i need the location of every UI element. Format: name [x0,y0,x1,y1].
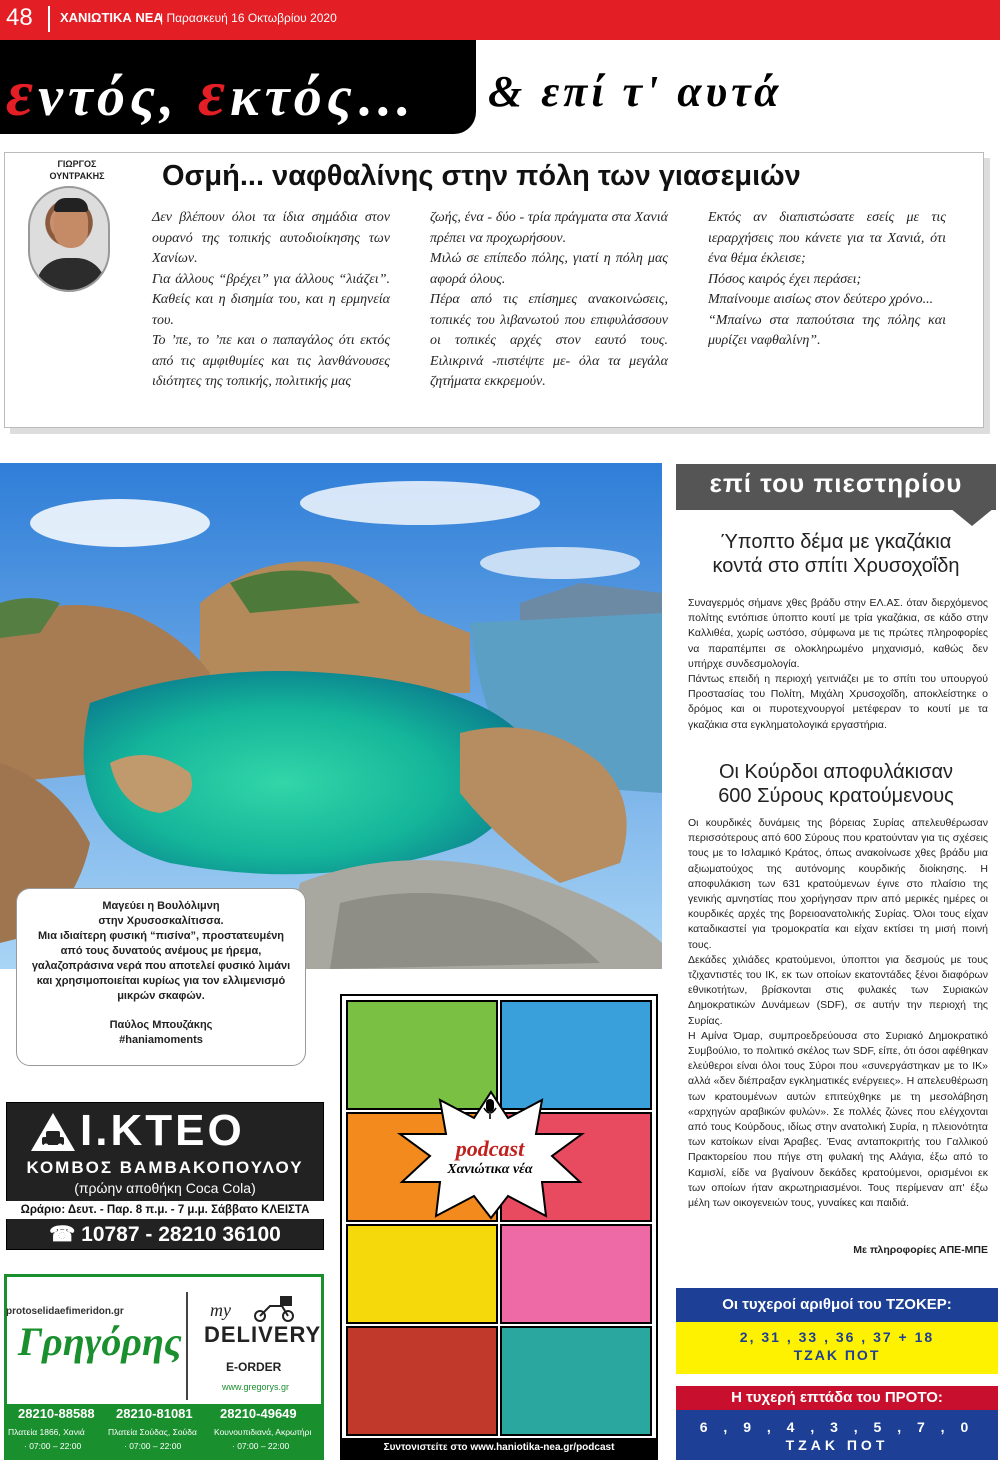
story-paragraph: Δεκάδες χιλιάδες κρατούμενοι, ύποπτοι για δεσμούς με τους τζιχαντιστές του ΙΚ, εκ των οποίων εκατοντάδες ξένοι διαφόρων εθνικοτήτων, βρίσκονται στις φυλακές των Συριακών Δημοκρατικών Δυνάμεων (SDF), σε αυτήν την περιοχή της Συρίας. [688,953,988,1027]
ad-divider [186,1292,188,1400]
section-header-notch [950,508,994,526]
proto-jackpot: ΤΖΑΚ ΠΟΤ [785,1437,889,1453]
store-address: Πλατεία Σούδας, Σούδα [108,1427,197,1437]
author-photo-hair [54,198,88,212]
headline-line: κοντά στο σπίτι Χρυσοχοΐδη [712,555,960,577]
title-initial-1: ε [6,57,39,130]
store-phone: 28210-49649 [220,1406,297,1421]
cloud [300,481,540,525]
opinion-paragraph: Το ’πε, το ’πε και ο παπαγάλος ότι εκτός από τις αμφιθυμίες και τις λανθάνουσες ιδιότητες της τοπικής, πολιτικής μας [152,333,390,389]
column-title-rest: & επί τ' αυτά [488,67,783,116]
opinion-column-3 [708,208,946,352]
story-1-headline [678,530,994,578]
opinion-paragraph: Πόσος καιρός έχει περάσει; [708,271,862,287]
podcast-panel [500,1326,652,1436]
story-paragraph: Συναγερμός σήμανε χθες βράδυ στην ΕΛ.ΑΣ. όταν διερχόμενος πολίτης εντόπισε ύποπτο κουτί με τρία γκαζάκια, σε κάδο στην Καλλιθέα, χωρίς ωστόσο, σύμφωνα με τις πρώτες πληροφορίες να παραπέμπει σε ολοκληρωμένο μηχανισμό, καθώς δεν υπήρχε συνδεσμολογία. [688,597,988,670]
proto-numbers: 6 , 9 , 4 , 3 , 5 , 7 , 0 [699,1419,975,1435]
story-2-headline [678,760,994,808]
store-address: Πλατεία 1866, Χανιά [8,1427,85,1437]
store-phone: 28210-81081 [116,1406,193,1421]
column-title [6,56,418,132]
store-address: Κουνουπιδιανά, Ακρωτήρι [214,1427,312,1437]
story-2-body [688,816,988,1211]
opinion-paragraph: Πέρα από τις επίσημες ανακοινώσεις, τοπικές του λιβανωτού που επιφυλάσσουν οι τοπικές αρχές στον εαυτό τους. Ειλικρινά -πιστέψτε με- όλα τα μεγάλα ζητήματα εκκρεμούν. [430,292,668,389]
opinion-paragraph: ζωής, ένα - δύο - τρία πράγματα στα Χανιά πρέπει να προχωρήσουν. [430,210,668,246]
joker-results [676,1322,998,1374]
photo-hashtag: #haniamoments [119,1034,203,1046]
title-word-2: κτός… [230,66,418,128]
kteo-location: ΚΟΜΒΟΣ ΒΑΜΒΑΚΟΠΟΥΛΟΥ [26,1158,304,1177]
store-hours: · 07:00 – 22:00 [232,1441,290,1451]
store-hours: · 07:00 – 22:00 [124,1441,182,1451]
caption-line: Μαγεύει η Βουλόλιμνη [102,900,220,912]
kteo-title: Ι.ΚΤΕΟ [80,1106,245,1155]
delivery-my: my [210,1300,231,1320]
headline-line: Οι Κούρδοι αποφυλάκισαν [718,761,954,783]
author-name [22,158,132,182]
car-warning-icon [30,1112,76,1152]
podcast-panel [346,1326,498,1436]
title-initial-2: ε [197,57,231,130]
opinion-paragraph: Μιλώ σε επίπεδο πόλης, γιατί η πόλη μας αφορά όλους. [430,251,668,287]
author-first-name: ΓΙΩΡΓΟΣ [57,159,97,169]
section-title: επί του πιεστηρίου [709,468,963,498]
headline-line: Ύποπτο δέμα με γκαζάκια [720,531,952,553]
story-1-body [688,596,988,733]
watermark-url: protoselidaefimeridon.gr [6,1306,124,1317]
podcast-word: podcast [455,1136,525,1161]
opinion-column-2 [430,208,668,393]
opinion-headline: Οσμή... ναφθαλίνης στην πόλη των γιασεμιών [162,160,801,192]
store-hours: · 07:00 – 22:00 [24,1441,82,1451]
title-word-1: ντός, [38,66,198,128]
opinion-paragraph: Δεν βλέπουν όλοι τα ίδια σημάδια στον ουρανό της τοπικής αυτοδιοίκησης των Χανίων. [152,210,390,266]
kteo-hours: Ωράριο: Δευτ. - Παρ. 8 π.μ. - 7 μ.μ. Σάββατο ΚΛΕΙΣΤΑ [6,1201,324,1219]
podcast-footer: Συντονιστείτε στο www.haniotika-nea.gr/podcast [342,1438,656,1458]
joker-jackpot: ΤΖΑΚ ΠΟΤ [793,1347,881,1363]
top-bar-divider [48,6,50,32]
caption-line: στην Χρυσοσκαλίτισσα. [98,915,224,927]
kteo-phone: ☎ 10787 - 28210 36100 [49,1223,281,1246]
opinion-paragraph: Εκτός αν διαπιστώσατε εσείς με τις ιεραρχήσεις που κάνετε για τα Χανιά, ότι ένα θέμα έκλεισε; [708,210,946,266]
delivery-label: DELIVERY [204,1322,322,1347]
newspaper-name: ΧΑΝΙΩΤΙΚΑ ΝΕΑ [60,10,163,25]
proto-results [676,1410,998,1460]
caption-text: Μια ιδιαίτερη φυσική “πισίνα”, προστατευμένη από τους δυνατούς ανέμους με ήρεμα, γαλαζοπράσινα νερά που αποτελεί φυσικό λιμάνι και χρησιμοποιείται κυρίως για τον ελλιμενισμό μικρών σκαφών. [31,930,291,1002]
story-source: Με πληροφορίες ΑΠΕ-ΜΠΕ [853,1244,988,1256]
podcast-panel [500,1224,652,1324]
issue-date: | Παρασκευή 16 Οκτωβρίου 2020 [160,11,337,25]
headline-line: 600 Σύρους κρατούμενους [718,785,954,807]
cloud [30,499,210,547]
story-paragraph: Πάντως επειδή η περιοχή γειτνιάζει με το σπίτι του υπουργού Προστασίας του Πολίτη, Μιχάλη Χρυσοχοΐδη, αποκλείστηκε ο δρόμος και οι πυροτεχνουργοί μετέφεραν το κουτί με τα γκαζάκια στα εγκληματολογικά εργαστήρια. [688,673,988,731]
story-paragraph: Η Αμίνα Όμαρ, συμπροεδρεύουσα στο Συριακό Δημοκρατικό Συμβούλιο, το πολιτικό σκέλος των SDF, είπε, ότι όσοι αφέθηκαν ελεύθεροι είναι όλοι τους Σύροι που «συνεργάστηκαν με το ΙΚ» αλλά «δεν διέπραξαν εγκληματικές ενέργειες». Η απελευθέρωση των κρατουμένων αυτών επιτεύχθηκε με τη μεσολάβηση «αρχηγών αραβικών φυλών». Σε πολλές ζώνες που ελέγχονται από τους Κούρδους, ιδίως στην ανατολική Συρία, η πλειονότητα των κατοίκων είναι Άραβες. Ένας ανταποκριτής του Γαλλικού Πρακτορείου που πήγε στη φυλακή της Αλάγια, έξω από το Καμισλί, είδε να βγαίνουν δεκάδες κρατούμενοι, ορισμένοι εκ των οποίων ήταν ακρωτηριασμένοι. Τους περίμεναν απ' έξω μέλη των οικογενειών τους, γυναίκες και παιδιά. [688,1029,988,1210]
kteo-former-location: (πρώην αποθήκη Coca Cola) [74,1180,256,1196]
microphone-icon [482,1098,498,1120]
photo-caption [16,888,306,1066]
story-paragraph: Οι κουρδικές δυνάμεις της βόρειας Συρίας απελευθέρωσαν περισσότερους από 600 Σύρους που κρατούνταν για τις σχέσεις τους με το Ισλαμικό Κράτος, όπως ανακοίνωσε χθες βράδυ μια αξιωματούχος της αυτόνομης κουρδικής διοίκησης. Η αποφυλάκιση των 631 κρατούμενων έγινε στο πλαίσιο της γενικής αμνηστίας που χορήγησαν πριν από μερικές ημέρες οι κουρδικές αρχές της βορειοανατολικής Συρίας. Όλοι τους είχαν καταδικαστεί για τρομοκρατία και είχαν εκτίσει τη μισή ποινή τους. [688,817,988,951]
author-last-name: ΟΥΝΤΡΑΚΗΣ [49,171,105,181]
e-order-label: E-ORDER [226,1360,282,1374]
opinion-paragraph: “Μπαίνω στα παπούτσια της πόλης και μυρίζει ναφθαλίνη”. [708,312,946,348]
podcast-panel [346,1224,498,1324]
grigoris-website: www.gregorys.gr [222,1382,290,1392]
store-phone: 28210-88588 [18,1406,95,1421]
grigoris-logo-text: Γρηγόρης [18,1319,182,1364]
joker-numbers: 2, 31 , 33 , 36 , 37 + 18 [739,1329,935,1345]
scooter-icon [250,1292,298,1322]
page-number: 48 [6,4,33,31]
opinion-paragraph: Μπαίνουμε αισίως στον δεύτερο χρόνο... [708,292,934,307]
joker-title: Οι τυχεροί αριθμοί του ΤΖΟΚΕΡ: [676,1288,998,1322]
cloud [480,547,640,579]
proto-title: Η τυχερή επτάδα του ΠΡΟΤΟ: [676,1386,998,1410]
author-photo [28,186,110,292]
photo-credit: Παύλος Μπουζάκης [109,1019,213,1031]
author-photo-shirt [36,258,106,292]
podcast-brand: Χανιώτικα νέα [447,1162,533,1177]
opinion-paragraph: Για άλλους “βρέχει” για άλλους “λιάζει”. Καθείς και η δισημία του, και η ερμηνεία του. [152,271,390,328]
opinion-column-1 [152,208,390,393]
